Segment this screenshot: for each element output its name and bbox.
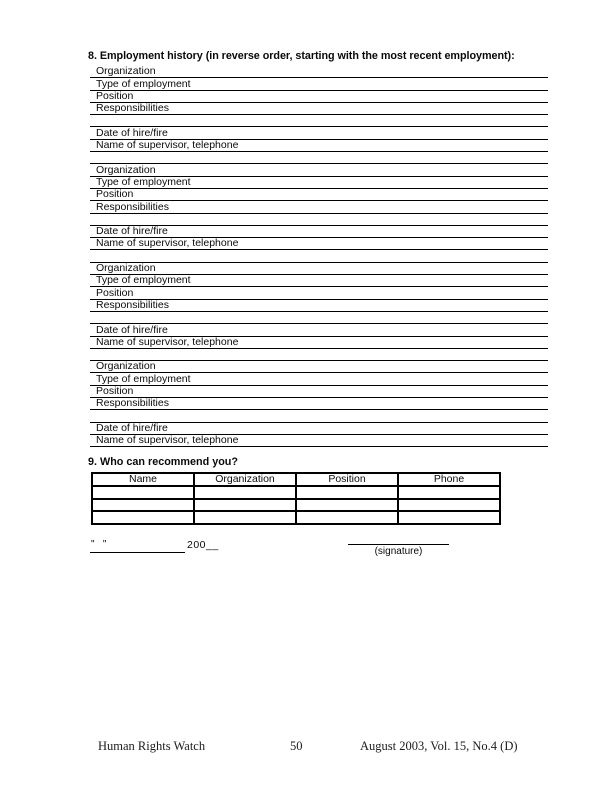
form-line-position: Position [90,189,548,201]
form-line-date-of-hire-fire: Date of hire/fire [90,324,548,336]
table-header-name: Name [92,473,194,486]
form-line-responsibilities: Responsibilities [90,201,548,213]
form-line-type-of-employment: Type of employment [90,177,548,189]
signature-line [348,544,449,557]
table-cell [92,499,194,512]
table-cell [194,511,296,524]
table-cell [398,511,500,524]
form-line-blank [90,115,548,127]
form-line-blank [90,410,548,422]
form-line-supervisor-telephone: Name of supervisor, telephone [90,337,548,349]
table-row [92,511,500,524]
form-line-supervisor-telephone: Name of supervisor, telephone [90,140,548,152]
section9-heading: 9. Who can recommend you? [88,456,238,468]
signature-label: (signature) [374,546,423,557]
form-line-responsibilities: Responsibilities [90,300,548,312]
date-line [90,535,219,553]
table-cell [92,511,194,524]
signing-area [90,535,548,565]
form-line-responsibilities: Responsibilities [90,103,548,115]
table-header-organization: Organization [194,473,296,486]
form-separator-line [90,152,548,164]
table-cell [92,486,194,499]
footer-publisher: Human Rights Watch [98,739,206,753]
form-line-type-of-employment: Type of employment [90,78,548,90]
form-separator-line [90,349,548,361]
form-line-supervisor-telephone: Name of supervisor, telephone [90,238,548,250]
table-cell [296,486,398,499]
form-line-date-of-hire-fire: Date of hire/fire [90,226,548,238]
date-year-text: 200__ [187,539,219,551]
form-line-position: Position [90,386,548,398]
section8-heading: 8. Employment history (in reverse order, starting with the most recent employment): [88,50,515,62]
table-cell [194,486,296,499]
form-line-supervisor-telephone: Name of supervisor, telephone [90,435,548,447]
table-header-position: Position [296,473,398,486]
form-line-type-of-employment: Type of employment [90,373,548,385]
footer-page-number: 50 [290,739,303,753]
form-line-organization: Organization [90,361,548,373]
form-separator-line [90,250,548,262]
form-line-position: Position [90,287,548,299]
employment-history-lines [90,66,548,447]
recommenders-table [91,472,501,525]
table-cell [194,499,296,512]
form-line-responsibilities: Responsibilities [90,398,548,410]
form-line-organization: Organization [90,263,548,275]
form-line-position: Position [90,91,548,103]
form-line-date-of-hire-fire: Date of hire/fire [90,127,548,139]
table-cell [296,499,398,512]
form-line-blank [90,312,548,324]
table-row [92,499,500,512]
table-header-phone: Phone [398,473,500,486]
form-line-organization: Organization [90,66,548,78]
form-line-organization: Organization [90,164,548,176]
footer-issue-info: August 2003, Vol. 15, No.4 (D) [360,739,518,753]
table-row [92,486,500,499]
table-cell [296,511,398,524]
form-line-blank [90,214,548,226]
date-blank-line: " " [90,540,185,553]
table-header-row [92,473,500,486]
form-line-date-of-hire-fire: Date of hire/fire [90,423,548,435]
table-cell [398,486,500,499]
table-cell [398,499,500,512]
form-line-type-of-employment: Type of employment [90,275,548,287]
